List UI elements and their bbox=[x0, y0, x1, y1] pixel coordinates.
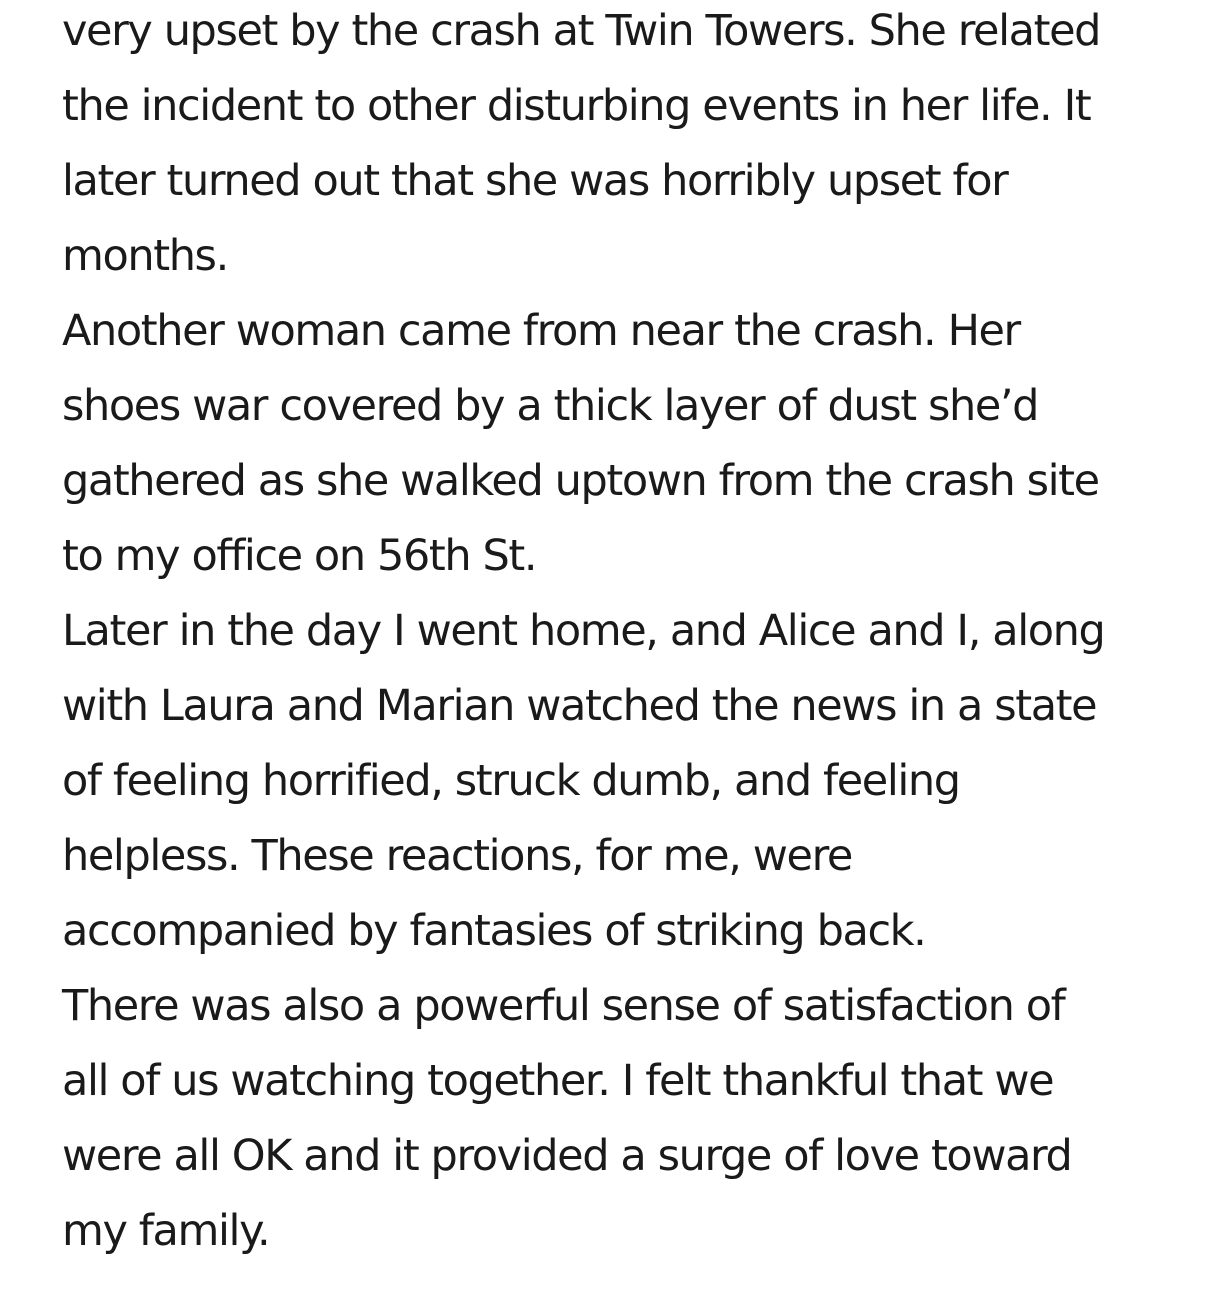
text-line: later turned out that she was horribly upset for bbox=[62, 156, 1008, 206]
text-line: gathered as she walked uptown from the crash site bbox=[62, 456, 1099, 506]
text-line: Another woman came from near the crash. Her bbox=[62, 306, 1020, 356]
text-line: my family. bbox=[62, 1206, 270, 1256]
text-line: helpless. These reactions, for me, were bbox=[62, 831, 852, 881]
text-line: shoes war covered by a thick layer of dust she’d bbox=[62, 381, 1039, 431]
text-line: Later in the day I went home, and Alice and I, along bbox=[62, 606, 1105, 656]
text-line: months. bbox=[62, 231, 228, 281]
text-line: of feeling horrified, struck dumb, and feeling bbox=[62, 756, 960, 806]
paragraph-4 bbox=[62, 969, 1162, 1269]
text-line: with Laura and Marian watched the news in a state bbox=[62, 681, 1097, 731]
text-line: the incident to other disturbing events in her life. It bbox=[62, 81, 1091, 131]
text-line: to my office on 56th St. bbox=[62, 531, 537, 581]
paragraph-2 bbox=[62, 294, 1162, 594]
text-line: all of us watching together. I felt thankful that we bbox=[62, 1056, 1054, 1106]
text-line: There was also a powerful sense of satisfaction of bbox=[62, 981, 1065, 1031]
paragraph-3 bbox=[62, 594, 1162, 969]
text-line: accompanied by fantasies of striking back. bbox=[62, 906, 926, 956]
text-line: were all OK and it provided a surge of love toward bbox=[62, 1131, 1072, 1181]
text-line: very upset by the crash at Twin Towers. She related bbox=[62, 6, 1101, 56]
paragraph-1 bbox=[62, 0, 1162, 294]
document-body bbox=[62, 0, 1162, 1269]
